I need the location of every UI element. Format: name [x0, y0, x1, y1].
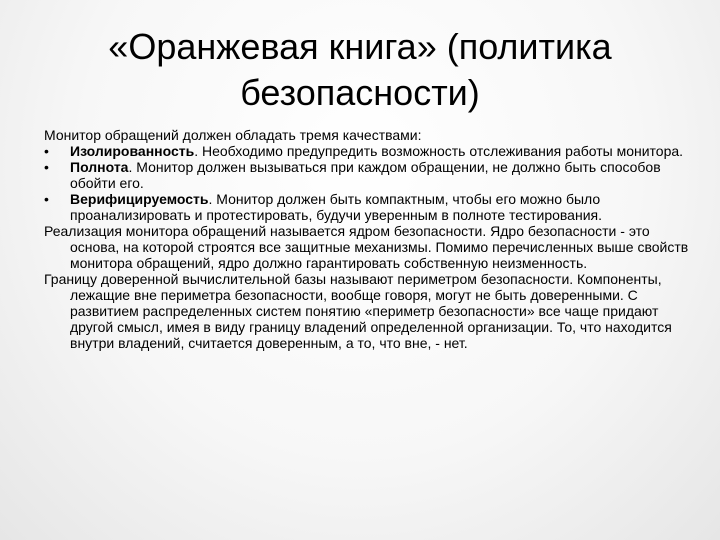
- bullet-term: Полнота: [70, 159, 129, 175]
- bullet-icon: •: [44, 159, 49, 175]
- paragraph-security-kernel: Реализация монитора обращений называется ядром безопасности. Ядро безопасности - это основа, на которой строятся все защитные механизмы. Помимо перечисленных выше свойств монитора обращений, ядро должно гарантировать собственную неизменность.: [44, 223, 689, 271]
- bullet-icon: •: [44, 143, 49, 159]
- bullet-text: . Монитор должен вызываться при каждом обращении, не должно быть способов обойти его.: [70, 159, 661, 191]
- slide-title: [40, 24, 680, 116]
- slide-title-line-1: «Оранжевая книга» (политика: [108, 26, 612, 67]
- slide-body: [44, 127, 694, 351]
- paragraph-security-perimeter: Границу доверенной вычислительной базы называют периметром безопасности. Компоненты, лежащие вне периметра безопасности, вообще говоря, могут не быть доверенными. С развитием распределенных систем понятию «периметр безопасности» все чаще придают другой смысл, имея в виду границу владений определенной организации. То, что находится внутри владений, считается доверенным, а то, что вне, - нет.: [44, 271, 672, 351]
- bullet-item-verifiability: [44, 191, 694, 223]
- intro-text: Монитор обращений должен обладать тремя качествами:: [44, 127, 422, 143]
- bullet-term: Изолированность: [70, 143, 195, 159]
- bullet-item-isolation: [44, 143, 694, 159]
- bullet-icon: •: [44, 191, 49, 207]
- bullet-text: . Монитор должен быть компактным, чтобы его можно было проанализировать и протестировать, будучи уверенным в полноте тестирования.: [70, 191, 602, 223]
- bullet-item-completeness: [44, 159, 694, 191]
- bullet-term: Верифицируемость: [70, 191, 209, 207]
- slide-title-line-2: безопасности): [240, 72, 480, 113]
- bullet-text: . Необходимо предупредить возможность отслеживания работы монитора.: [194, 143, 684, 159]
